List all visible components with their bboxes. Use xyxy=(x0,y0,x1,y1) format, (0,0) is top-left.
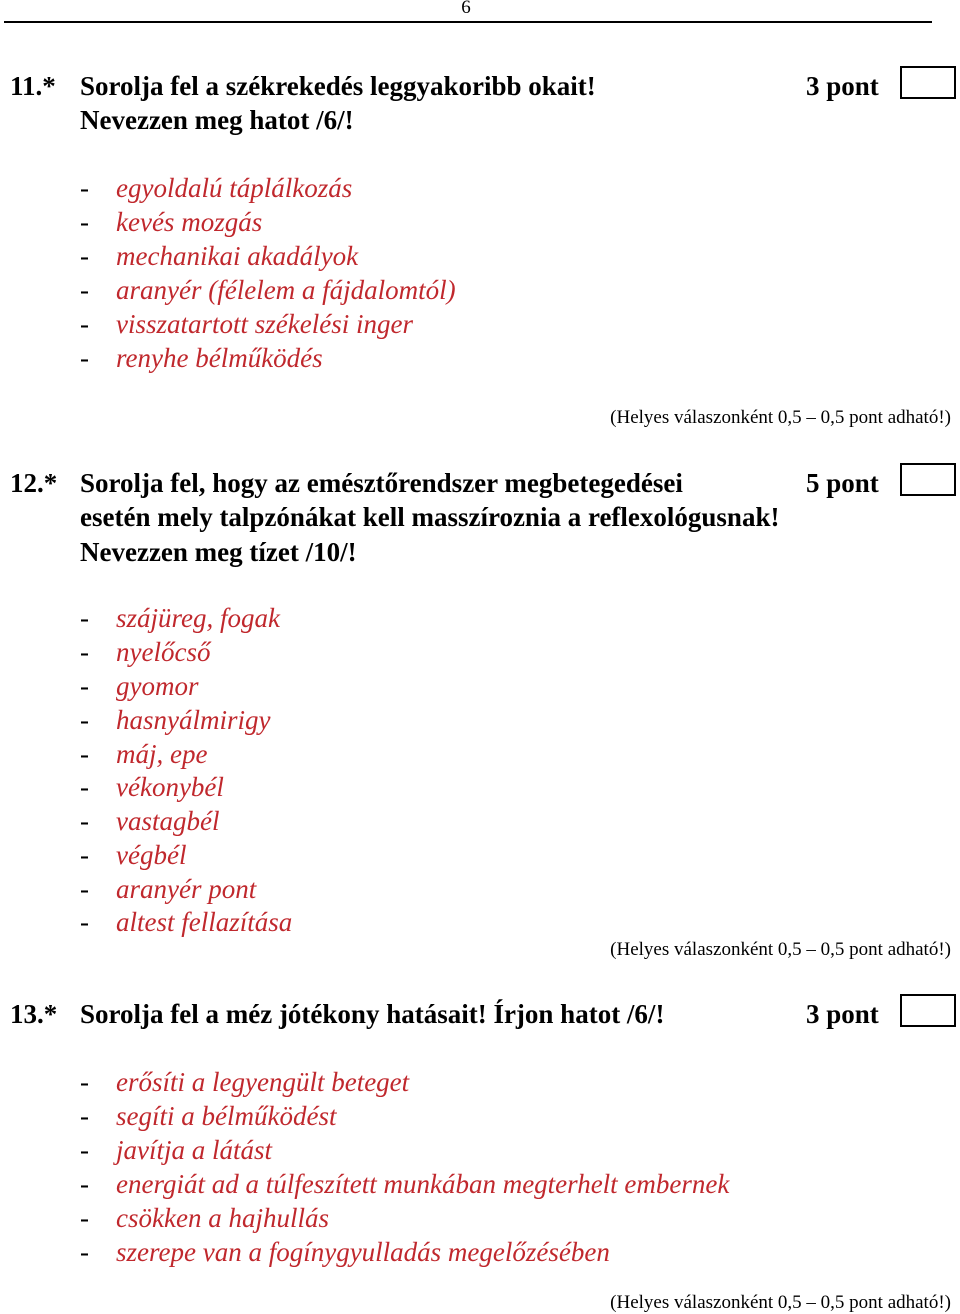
list-dash: - xyxy=(80,1237,89,1267)
list-dash: - xyxy=(80,637,89,667)
list-dash: - xyxy=(80,1101,89,1131)
question-text-line: Sorolja fel a székrekedés leggyakoribb okait! xyxy=(80,71,596,101)
scoring-note: (Helyes válaszonként 0,5 – 0,5 pont adható!) xyxy=(610,939,951,960)
question-text-line: Nevezzen meg tízet /10/! xyxy=(80,537,357,567)
scoring-note: (Helyes válaszonként 0,5 – 0,5 pont adható!) xyxy=(610,407,951,428)
page-number: 6 xyxy=(461,0,471,18)
points-label: 3 pont xyxy=(806,71,879,101)
list-dash: - xyxy=(80,343,89,373)
answer-text: segíti a bélműködést xyxy=(116,1101,337,1131)
list-dash: - xyxy=(80,840,89,870)
points-label: 5 pont xyxy=(806,468,879,498)
answer-text: visszatartott székelési inger xyxy=(116,309,413,339)
answer-text: végbél xyxy=(116,840,187,870)
list-dash: - xyxy=(80,603,89,633)
answer-text: egyoldalú táplálkozás xyxy=(116,173,353,203)
list-dash: - xyxy=(80,772,89,802)
answer-text: altest fellazítása xyxy=(116,907,293,937)
list-dash: - xyxy=(80,275,89,305)
score-box[interactable] xyxy=(900,66,956,99)
answer-text: energiát ad a túlfeszített munkában megterhelt embernek xyxy=(116,1169,730,1199)
list-dash: - xyxy=(80,241,89,271)
scoring-note: (Helyes válaszonként 0,5 – 0,5 pont adható!) xyxy=(610,1292,951,1313)
question-number: 11.* xyxy=(10,71,56,101)
answer-text: vastagbél xyxy=(116,806,220,836)
answer-text: hasnyálmirigy xyxy=(116,705,271,735)
list-dash: - xyxy=(80,705,89,735)
answer-text: máj, epe xyxy=(116,739,208,769)
answer-text: aranyér pont xyxy=(116,874,257,904)
answer-text: javítja a látást xyxy=(116,1135,273,1165)
answer-text: csökken a hajhullás xyxy=(116,1203,329,1233)
question-text-line: Sorolja fel a méz jótékony hatásait! Írjon hatot /6/! xyxy=(80,999,665,1029)
answer-text: kevés mozgás xyxy=(116,207,263,237)
list-dash: - xyxy=(80,671,89,701)
list-dash: - xyxy=(80,1203,89,1233)
list-dash: - xyxy=(80,874,89,904)
answer-text: renyhe bélműködés xyxy=(116,343,323,373)
question-number: 13.* xyxy=(10,999,58,1029)
list-dash: - xyxy=(80,907,89,937)
question-text-line: Nevezzen meg hatot /6/! xyxy=(80,105,354,135)
list-dash: - xyxy=(80,739,89,769)
list-dash: - xyxy=(80,173,89,203)
answer-text: vékonybél xyxy=(116,772,224,802)
answer-text: erősíti a legyengült beteget xyxy=(116,1067,410,1097)
answer-text: nyelőcső xyxy=(116,637,211,667)
list-dash: - xyxy=(80,309,89,339)
list-dash: - xyxy=(80,1067,89,1097)
answer-text: mechanikai akadályok xyxy=(116,241,359,271)
answer-text: gyomor xyxy=(116,671,199,701)
score-box[interactable] xyxy=(900,994,956,1027)
question-number: 12.* xyxy=(10,468,58,498)
score-box[interactable] xyxy=(900,463,956,496)
list-dash: - xyxy=(80,1135,89,1165)
answer-text: aranyér (félelem a fájdalomtól) xyxy=(116,275,456,305)
points-label: 3 pont xyxy=(806,999,879,1029)
question-text-line: Sorolja fel, hogy az emésztőrendszer megbetegedései xyxy=(80,468,683,498)
header-rule xyxy=(4,21,932,23)
answer-text: szerepe van a fogínygyulladás megelőzésében xyxy=(116,1237,610,1267)
answer-text: szájüreg, fogak xyxy=(116,603,280,633)
question-text-line: esetén mely talpzónákat kell masszíroznia a reflexológusnak! xyxy=(80,502,780,532)
list-dash: - xyxy=(80,1169,89,1199)
list-dash: - xyxy=(80,806,89,836)
list-dash: - xyxy=(80,207,89,237)
